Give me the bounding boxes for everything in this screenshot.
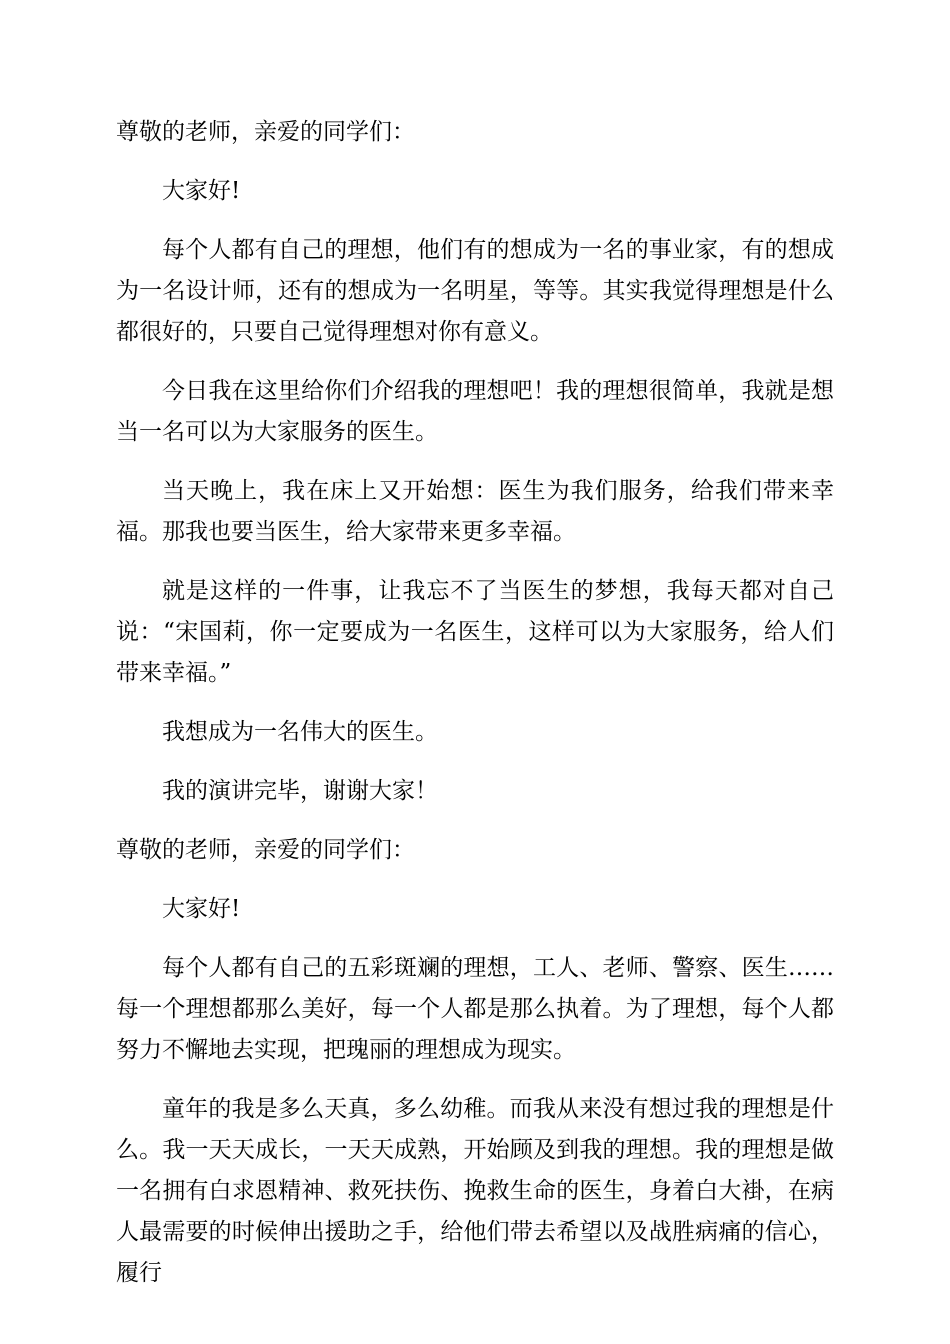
greeting: 大家好!: [162, 178, 241, 204]
salutation: 尊敬的老师，亲爱的同学们：: [116, 119, 415, 145]
paragraph: 今日我在这里给你们介绍我的理想吧！我的理想很简单，我就是想当一名可以为大家服务的医生。: [116, 378, 834, 445]
greeting: 大家好!: [162, 896, 241, 922]
paragraph: 当天晚上，我在床上又开始想：医生为我们服务，给我们带来幸福。那我也要当医生，给大家带来更多幸福。: [116, 478, 834, 545]
paragraph: 我想成为一名伟大的医生。: [162, 719, 438, 745]
paragraph: 就是这样的一件事，让我忘不了当医生的梦想，我每天都对自己说：“宋国莉，你一定要成为一名医生，这样可以为大家服务，给人们带来幸福。”: [116, 578, 834, 686]
salutation: 尊敬的老师，亲爱的同学们：: [116, 837, 415, 863]
paragraph: 童年的我是多么天真，多么幼稚。而我从来没有想过我的理想是什么。我一天天成长，一天天成熟，开始顾及到我的理想。我的理想是做一名拥有白求恩精神、救死扶伤、挽救生命的医生，身着白大褂，在病人最需要的时候伸出援助之手，给他们带去希望以及战胜病痛的信心，履行: [116, 1096, 834, 1286]
paragraph: 我的演讲完毕，谢谢大家！: [162, 778, 438, 804]
paragraph: 每个人都有自己的理想，他们有的想成为一名的事业家，有的想成为一名设计师，还有的想成为一名明星，等等。其实我觉得理想是什么都很好的，只要自己觉得理想对你有意义。: [116, 237, 834, 345]
paragraph: 每个人都有自己的五彩斑斓的理想，工人、老师、警察、医生……每一个理想都那么美好，每一个人都是那么执着。为了理想，每个人都努力不懈地去实现，把瑰丽的理想成为现实。: [116, 955, 834, 1063]
document-body: [116, 112, 834, 1312]
